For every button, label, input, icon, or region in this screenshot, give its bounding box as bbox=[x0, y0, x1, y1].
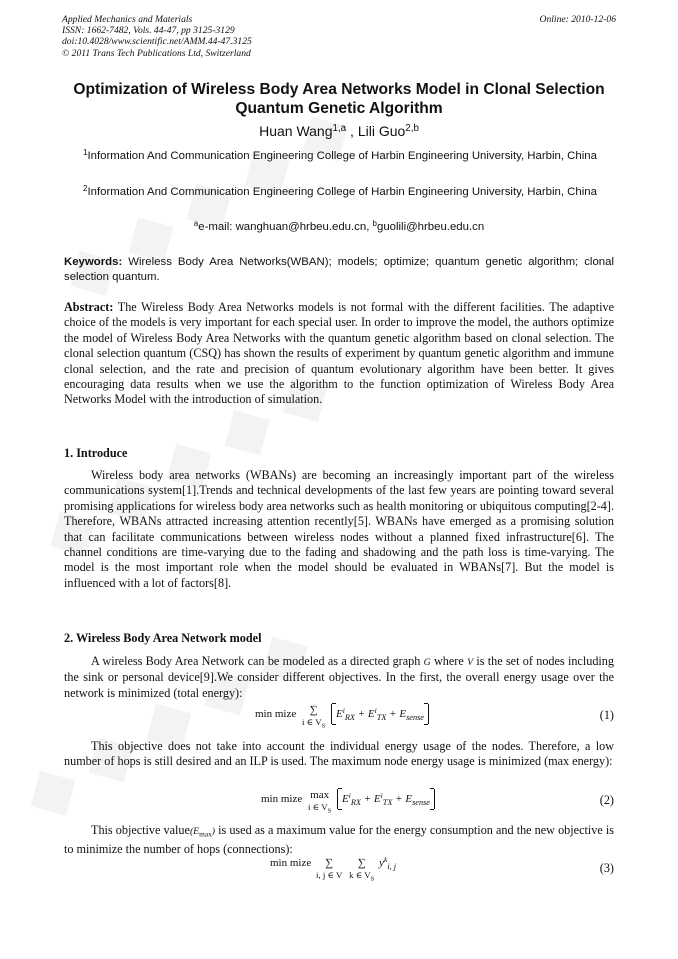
header-copyright: © 2011 Trans Tech Publications Ltd, Switzerland bbox=[62, 47, 251, 59]
max-operator: max bbox=[310, 789, 330, 801]
section-1-body: Wireless body area networks (WBANs) are becoming an increasingly important part of the wireless communications system[1].Trends and technical developments of the last few years are pointing toward several promising applications for wireless body area networks such as health monitoring or ubiquitous computing[2-4]. Therefore, WBANs attracted increasing attention recently[5]. WBANs have emerged as a promising solution that can facilitate communications between wireless nodes without a planned fixed infrastructure[6]. The channel conditions are time-varying due to the fading and shadowing and the path loss is time-varying. The model is the most important role when the model should be evaluated in WBANs[7]. But the model is influenced with a lot of factors[8]. bbox=[64, 468, 614, 590]
graph-symbol: G bbox=[423, 657, 431, 668]
journal-header bbox=[62, 14, 252, 59]
paper-title bbox=[60, 80, 618, 118]
keywords bbox=[64, 255, 614, 284]
author-2-sup: 2,b bbox=[405, 123, 419, 135]
equation-3-number: (3) bbox=[599, 861, 614, 875]
author-separator: , bbox=[346, 123, 358, 139]
bracket-expression: $E^i_{RX} + E^i_{TX} + E_{sense}$ bbox=[337, 789, 435, 809]
vertex-set-symbol: V bbox=[467, 657, 474, 668]
email-line bbox=[60, 221, 618, 233]
affiliation-2-text: Information And Communication Engineering College of Harbin Engineering University, Harbin, China bbox=[87, 186, 597, 198]
header-doi: doi:10.4028/www.scientific.net/AMM.44-47.3125 bbox=[62, 36, 252, 48]
header-journal: Applied Mechanics and Materials bbox=[62, 14, 193, 25]
author-1: Huan Wang bbox=[259, 123, 333, 139]
sum-symbol: ∑ bbox=[357, 857, 366, 869]
keywords-label: Keywords: bbox=[64, 256, 123, 268]
sum-symbol: ∑ bbox=[309, 704, 318, 716]
y-variable: y bbox=[379, 857, 384, 869]
author-list bbox=[60, 123, 618, 139]
section-1-heading: 1. Introduce bbox=[64, 446, 128, 460]
email-b-sup: b bbox=[372, 219, 377, 229]
equation-2-number: (2) bbox=[599, 793, 614, 807]
affiliation-1 bbox=[70, 149, 610, 164]
abstract bbox=[64, 300, 614, 408]
email-a-sup: a bbox=[193, 219, 199, 229]
section-2-paragraph-1: A wireless Body Area Network can be modeled as a directed graph G where V is the set of nodes including the sink or personal device[9].We consider different objectives. In the first, the overall energy usage over the network is minimized (total energy): bbox=[64, 654, 614, 700]
email-b: guolili@hrbeu.edu.cn bbox=[376, 221, 485, 233]
author-2: Lili Guo bbox=[357, 123, 406, 139]
sum-symbol: ∑ bbox=[325, 857, 334, 869]
header-issn: ISSN: 1662-7482, Vols. 44-47, pp 3125-3129 bbox=[62, 25, 235, 37]
section-2-paragraph-2: This objective does not take into account the individual energy usage of the nodes. Therefore, a low number of hops is still desired and an ILP is used. The maximum node energy usage is minimized (max energy): bbox=[64, 739, 614, 769]
affiliation-2 bbox=[70, 185, 610, 200]
e-max-symbol: $(E_{max})$ bbox=[189, 826, 215, 839]
equation-1: min mize ∑ i ∈ $V_S$ $E^i_{RX} + E^i_{TX} + E_{sense}$ (1) bbox=[255, 704, 614, 730]
equation-2: min mize max i ∈ $V_S$ $E^i_{RX} + E^i_{TX} + E_{sense}$ (2) bbox=[261, 789, 614, 815]
abstract-text: The Wireless Body Area Networks models is not formal with the different facilities. The adaptive choice of the models is very important for each special user. In order to improve the model, the authors optimize the model of Wireless Body Area Networks with the quantum genetic algorithm based on clonal selection. The clonal selection quantum (CSQ) has shown the results of experiment by quantum genetic algorithm and immune clonal selection, and the rate and precision of quantum evolutionary algorithm have been better. It gives encouraging data results when we use the algorithm to the function optimization of Wireless Body Area Networks Model with the introduction of simulation. bbox=[64, 300, 614, 407]
author-1-sup: 1,a bbox=[332, 123, 347, 135]
online-date: Online: 2010-12-06 bbox=[539, 14, 616, 25]
title-line-2: Quantum Genetic Algorithm bbox=[235, 100, 443, 117]
title-line-1: Optimization of Wireless Body Area Networks Model in Clonal Selection bbox=[73, 81, 605, 98]
equation-3: min mize ∑ i, j ∈ V ∑ k ∈ $V_S$ $y^k_{i, j}$ (3) bbox=[270, 855, 614, 883]
affiliation-2-sup: 2 bbox=[83, 184, 88, 194]
section-2-heading: 2. Wireless Body Area Network model bbox=[64, 631, 262, 645]
affiliation-1-sup: 1 bbox=[83, 148, 88, 158]
abstract-label: Abstract: bbox=[64, 300, 114, 314]
equation-1-number: (1) bbox=[599, 708, 614, 722]
email-a: e-mail: wanghuan@hrbeu.edu.cn, bbox=[198, 221, 373, 233]
keywords-text: Wireless Body Area Networks(WBAN); models; optimize; quantum genetic algorithm; clonal selection quantum. bbox=[64, 256, 614, 283]
affiliation-1-text: Information And Communication Engineering College of Harbin Engineering University, Harbin, China bbox=[87, 150, 597, 162]
section-2-paragraph-3: This objective $value(E_{max})$ is used as a maximum value for the energy consumption and the new objective is to minimize the number of hops (connections): bbox=[64, 823, 614, 856]
bracket-expression: $E^i_{RX} + E^i_{TX} + E_{sense}$ bbox=[331, 704, 429, 724]
